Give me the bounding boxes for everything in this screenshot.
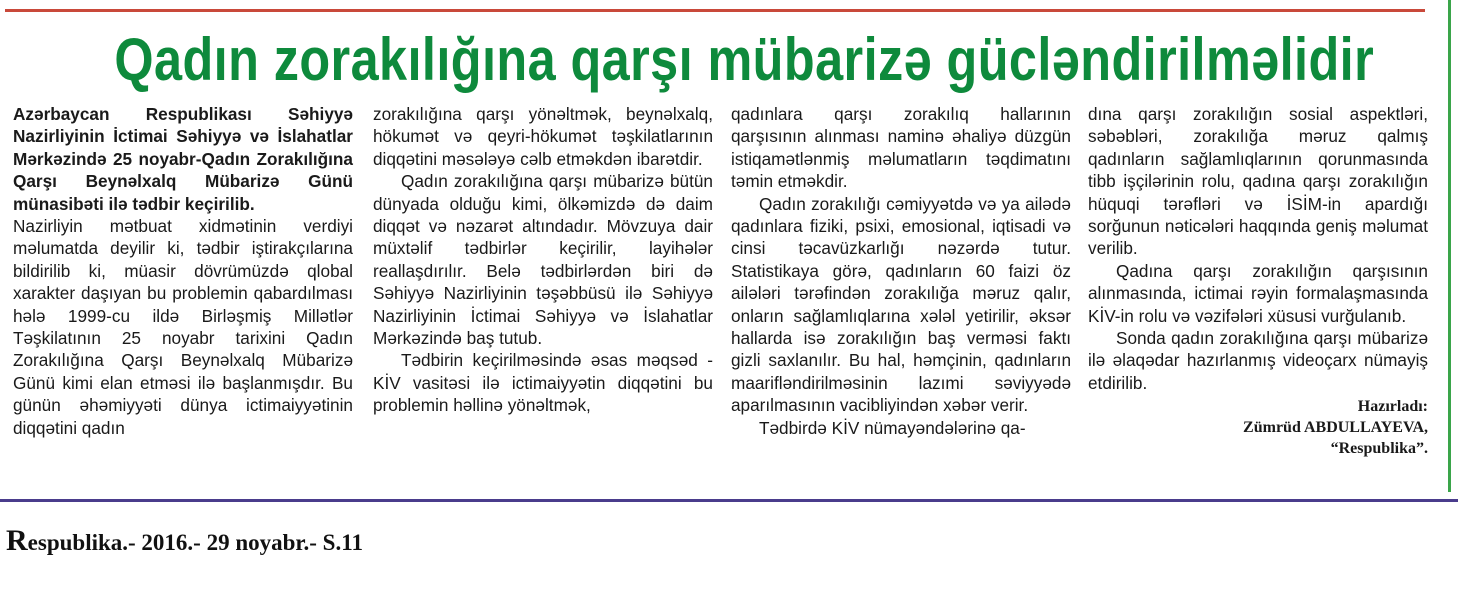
body-paragraph: Sonda qadın zorakılığına qarşı mübarizə ilə əlaqədar hazırlanmış videoçarx nümayiş etdirilib.	[1088, 328, 1428, 393]
byline	[1088, 396, 1428, 459]
body-paragraph: Tədbirdə KİV nümayəndələrinə qa-	[759, 417, 1026, 438]
article-headline: Qadın zorakılığına qarşı mübarizə gücləndirilməlidir	[114, 26, 1375, 93]
right-divider	[1448, 0, 1451, 492]
body-paragraph: Tədbirin keçirilməsində əsas məqsəd - KİV vasitəsi ilə ictimaiyyətin diqqətini bu problemin həllinə yönəltmək,	[373, 350, 713, 416]
source-citation	[6, 526, 363, 558]
body-paragraph: zorakılığına qarşı yönəltmək, beynəlxalq, hökumət və qeyri-hökumət təşkilatlarının diqqətini məsələyə cəlb etməkdən ibarətdir.	[373, 104, 713, 169]
body-paragraph: dına qarşı zorakılığın sosial aspektləri, səbəbləri, zorakılığa məruz qalmış qadınların sağlamlıqlarının qorunmasında tibb işçilərinin rolu, qadına qarşı zorakılığın hüquqi tərəfləri və İSİM-in apardığı sorğunun nəticələri haqqında geniş məlumat verilib.	[1088, 104, 1428, 259]
byline-author: Zümrüd ABDULLAYEVA,	[1243, 419, 1428, 437]
body-paragraph: Nazirliyin mətbuat xidmətinin verdiyi məlumatda deyilir ki, tədbir iştirakçılarına bildirilib ki, müasir dövrümüzdə qlobal xarakter daşıyan bu problemin qabardılması hələ 1999-cu ildə Birləşmiş Millətlər Təşkilatının 25 noyabr tarixini Qadın Zorakılığına Qarşı Beynəlxalq Mübarizə Günü kimi elan etməsi ilə başlanmışdır. Bu günün əhəmiyyəti dünya ictimaiyyətinin diqqətini qadın	[13, 216, 353, 438]
lead-paragraph: Azərbaycan Respublikası Səhiyyə Nazirliyinin İctimai Səhiyyə və İslahatlar Mərkəzində 25 noyabr-Qadın Zorakılığına Qarşı Beynəlxalq Mübarizə Günü münasibəti ilə tədbir keçirilib.	[13, 104, 353, 214]
article-column-1	[13, 103, 353, 439]
body-paragraph: Qadın zorakılığı cəmiyyətdə və ya ailədə qadınlara fiziki, psixi, emosional, iqtisadi və cinsi təcavüzkarlığı nəzərdə tutur. Statistikaya görə, qadınların 60 faizi öz ailələri tərəfindən zorakılığa məruz qalır, onların sağlamlıqlarına xələl yetirilir, əksər hallarda isə zorakılığın baş verməsi faktı gizli saxlanılır. Bu hal, həmçinin, qadınların maarifləndirilməsinin lazımi səviyyədə aparılmasının vacibliyindən xəbər verir.	[731, 193, 1071, 416]
source-text: espublika.- 2016.- 29 noyabr.- S.11	[27, 530, 363, 555]
article-body	[8, 103, 1438, 495]
top-divider	[5, 9, 1425, 12]
body-paragraph: qadınlara qarşı zorakılıq hallarının qarşısının alınması naminə əhaliyə düzgün istiqamətlənmiş məlumatların təqdimatını təmin etməkdir.	[731, 104, 1071, 192]
byline-prepared-label: Hazırladı:	[1357, 398, 1428, 416]
byline-publication: “Respublika”.	[1330, 440, 1428, 458]
bottom-divider	[0, 499, 1458, 502]
body-paragraph: Qadına qarşı zorakılığın qarşısının alınmasında, ictimai rəyin formalaşmasında KİV-in rolu və vəzifələri xüsusi vurğulanıb.	[1088, 260, 1428, 326]
article-column-2	[373, 103, 713, 417]
article-column-3	[731, 103, 1071, 439]
source-initial: R	[6, 524, 28, 557]
article-column-4	[1088, 103, 1428, 459]
body-paragraph: Qadın zorakılığına qarşı mübarizə bütün dünyada olduğu kimi, ölkəmizdə də daim diqqət və nəzarət altındadır. Mövzuya dair müxtəlif tədbirlər keçirilir, layihələr reallaşdırılır. Belə tədbirlərdən biri də Səhiyyə Nazirliyinin təşəbbüsü ilə Səhiyyə Nazirliyinin İctimai Səhiyyə və İslahatlar Mərkəzində baş tutub.	[373, 171, 713, 349]
